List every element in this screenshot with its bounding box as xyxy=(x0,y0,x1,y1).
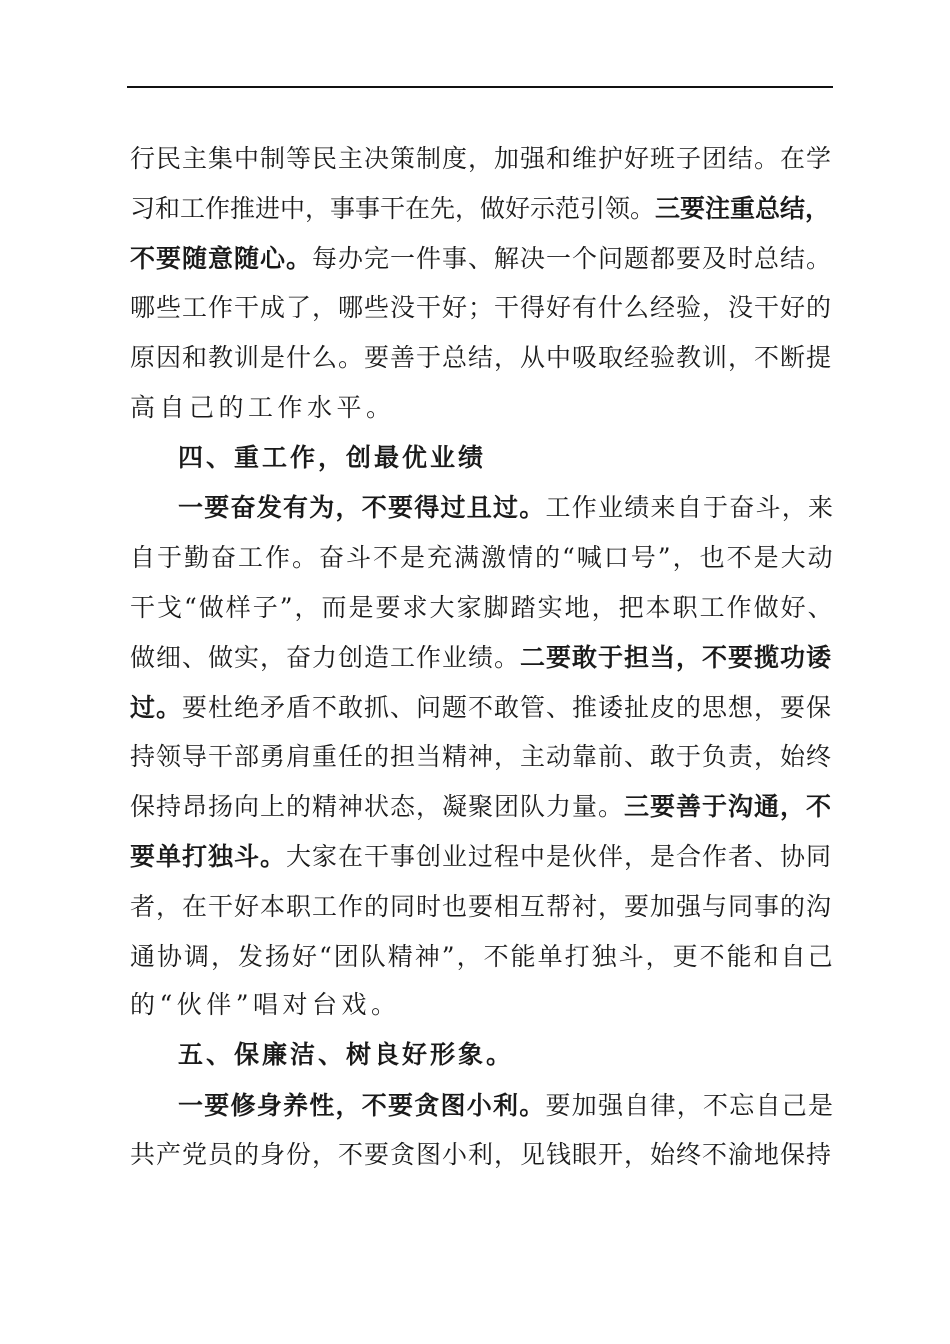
text-segment: 大家在干事创业过程中是伙伴，是合作者、协同 xyxy=(286,842,833,871)
heading-text: 五、保廉洁、树良好形象。 xyxy=(178,1040,515,1069)
text-segment: 通协调，发扬好“团队精神”，不能单打独斗，更不能和自己 xyxy=(130,942,835,971)
text-segment: 干戈“做样子”，而是要求大家脚踏实地，把本职工作做好、 xyxy=(130,593,835,622)
text-line xyxy=(130,693,835,723)
text-line xyxy=(130,990,835,1020)
text-line xyxy=(130,792,835,822)
bold-point: 不要随意随心。 xyxy=(130,244,313,273)
bold-point: 三要注重总结， xyxy=(655,194,831,223)
text-segment: 工作业绩来自于奋斗，来 xyxy=(545,493,835,522)
text-line xyxy=(130,144,835,174)
text-segment: 共产党员的身份，不要贪图小利，见钱眼开，始终不渝地保持 xyxy=(130,1140,833,1169)
text-segment: 每办完一件事、解决一个问题都要及时总结。 xyxy=(312,244,833,273)
text-segment: 做细、做实，奋力创造工作业绩。 xyxy=(130,643,521,672)
text-line xyxy=(130,942,835,972)
section-heading xyxy=(178,1040,835,1070)
text-line xyxy=(130,1140,835,1170)
text-segment: 者，在干好本职工作的同时也要相互帮衬，要加强与同事的沟 xyxy=(130,892,833,921)
text-line xyxy=(130,892,835,922)
text-segment: 原因和教训是什么。要善于总结，从中吸取经验教训，不断提 xyxy=(130,343,833,372)
bold-point: 一要修身养性，不要贪图小利。 xyxy=(178,1091,546,1120)
text-line xyxy=(130,742,835,772)
text-line xyxy=(130,244,835,274)
text-segment: 自于勤奋工作。奋斗不是充满激情的“喊口号”，也不是大动 xyxy=(130,543,835,572)
text-segment: 要杜绝矛盾不敢抓、问题不敢管、推诿扯皮的思想，要保 xyxy=(182,693,833,722)
text-segment: 行民主集中制等民主决策制度，加强和维护好班子团结。在学 xyxy=(130,144,833,173)
text-line xyxy=(130,543,835,573)
text-segment: 的“伙伴”唱对台戏。 xyxy=(130,990,401,1019)
text-line xyxy=(130,842,835,872)
bold-point: 一要奋发有为，不要得过且过。 xyxy=(178,493,546,522)
text-line xyxy=(130,343,835,373)
bold-point: 二要敢于担当，不要揽功诿 xyxy=(520,643,833,672)
text-segment: 高自己的工作水平。 xyxy=(130,393,396,422)
text-segment: 哪些工作干成了，哪些没干好；干得好有什么经验，没干好的 xyxy=(130,293,833,322)
text-segment: 要加强自律，不忘自己是 xyxy=(545,1091,835,1120)
bold-point: 三要善于沟通，不 xyxy=(624,792,833,821)
header-rule xyxy=(127,86,833,88)
bold-point: 过。 xyxy=(130,693,183,722)
text-line xyxy=(130,293,835,323)
text-segment: 保持昂扬向上的精神状态，凝聚团队力量。 xyxy=(130,792,625,821)
heading-text: 四、重工作，创最优业绩 xyxy=(178,443,487,472)
bold-point: 要单打独斗。 xyxy=(130,842,287,871)
text-segment: 习和工作推进中，事事干在先，做好示范引领。 xyxy=(130,194,656,223)
text-line xyxy=(130,643,835,673)
text-line xyxy=(178,1091,835,1121)
text-line xyxy=(130,393,835,423)
text-line xyxy=(178,493,835,523)
section-heading xyxy=(178,443,835,473)
text-segment: 持领导干部勇肩重任的担当精神，主动靠前、敢于负责，始终 xyxy=(130,742,833,771)
text-line xyxy=(130,593,835,623)
text-line xyxy=(130,194,835,224)
